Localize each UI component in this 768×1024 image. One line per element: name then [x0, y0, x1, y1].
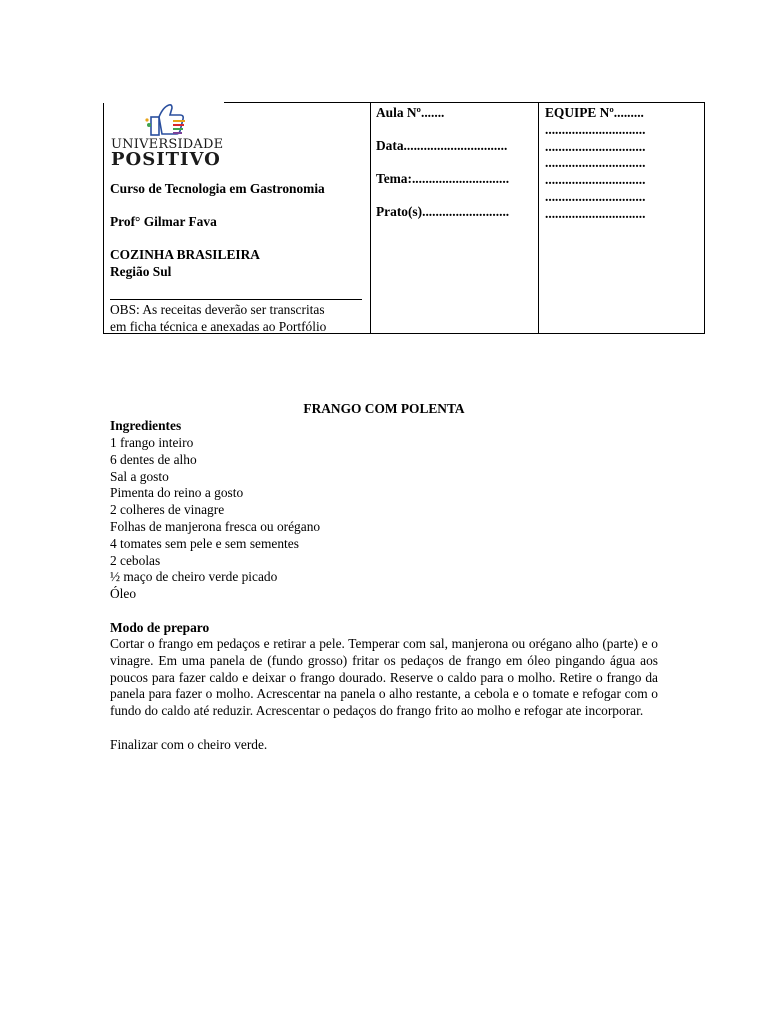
university-logo: [109, 103, 229, 170]
ingredients-heading: Ingredientes: [110, 418, 182, 433]
team-line: ..............................: [545, 188, 646, 204]
team-cell: [539, 103, 705, 334]
team-line: ..............................: [545, 205, 646, 221]
ingredient-item: Folhas de manjerona fresca ou orégano: [110, 518, 321, 534]
header-top-rule: [224, 102, 371, 103]
ingredients-list: [110, 435, 320, 603]
ingredient-item: Sal a gosto: [110, 468, 169, 484]
team-line: ..............................: [545, 138, 646, 154]
tema-field: Tema:.............................: [376, 171, 510, 186]
ingredient-item: 2 cebolas: [110, 552, 161, 568]
recipe-title: FRANGO COM POLENTA: [303, 401, 465, 416]
prato-field: Prato(s)..........................: [376, 204, 510, 219]
method-text: Cortar o frango em pedaços e retirar a pele. Temperar com sal, manjerona ou orégano alho (parte) e o vinagre. Em uma panela de (fundo grosso) fritar os pedaços de frango em óleo pingando água aos poucos para fazer caldo e deixar o frango dourado. Reserve o caldo para o molho. Retire o frango da panela para fazer o molho. Acrescentar na panela o alho restante, a cebola e o tomate e refogar com o fundo do caldo até reduzir. Acrescentar o pedaços do frango frito ao molho e refogar ate incorporar.: [110, 636, 658, 719]
team-block: [545, 105, 645, 223]
method-heading: Modo de preparo: [110, 620, 210, 635]
ingredient-item: 4 tomates sem pele e sem sementes: [110, 535, 299, 551]
ingredient-item: ½ maço de cheiro verde picado: [110, 569, 278, 585]
logo-positivo-text: POSITIVO: [111, 148, 221, 170]
course-name: Curso de Tecnologia em Gastronomia: [110, 180, 325, 196]
team-line: ..............................: [545, 121, 646, 137]
region-name: Região Sul: [110, 263, 172, 279]
team-label: EQUIPE Nº.........: [545, 105, 644, 120]
class-fields-cell: [371, 103, 539, 334]
data-field: Data...............................: [376, 138, 508, 153]
ingredient-item: 1 frango inteiro: [110, 435, 194, 450]
obs-line-2: em ficha técnica e anexadas ao Portfólio: [110, 318, 327, 334]
aula-field: Aula Nº.......: [376, 105, 445, 120]
professor-name: Prof° Gilmar Fava: [110, 213, 217, 229]
ingredient-item: Óleo: [110, 586, 137, 602]
obs-divider: [110, 299, 362, 300]
header-table: [103, 102, 705, 334]
thumbs-up-logo-icon: [145, 103, 205, 139]
ingredient-item: Pimenta do reino a gosto: [110, 485, 244, 501]
team-line: ..............................: [545, 155, 646, 171]
obs-note: [110, 301, 326, 335]
logo-university-text: UNIVERSIDADE: [111, 136, 224, 152]
ingredient-item: 6 dentes de alho: [110, 451, 197, 467]
header-info-cell: [104, 103, 371, 334]
subject-name: COZINHA BRASILEIRA: [110, 246, 260, 262]
ingredient-item: 2 colheres de vinagre: [110, 502, 225, 518]
method-final-step: Finalizar com o cheiro verde.: [110, 737, 268, 752]
obs-line-1: OBS: As receitas deverão ser transcritas: [110, 301, 325, 317]
team-line: ..............................: [545, 172, 646, 188]
